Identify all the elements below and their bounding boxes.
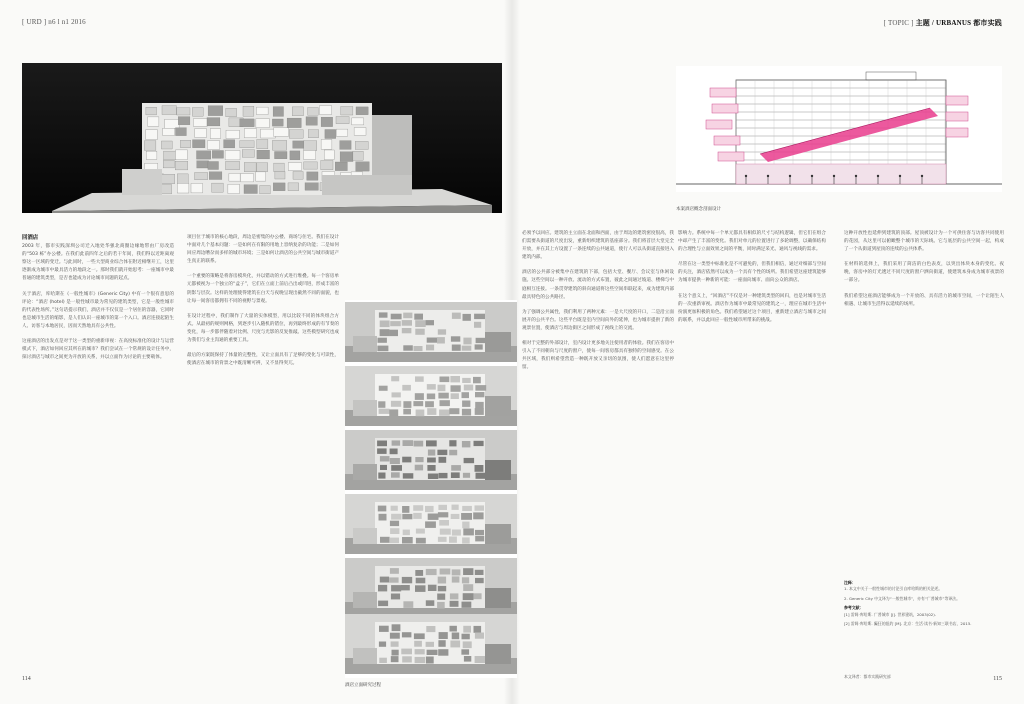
running-header-left: [ URD ] n6 l n1 2016 — [22, 18, 86, 26]
page-number-right: 115 — [993, 676, 1002, 682]
text-column-4 — [678, 230, 826, 670]
paragraph: 一个重要的策略是将客房模块化，并以错动的方式进行堆叠。每一个客房单元都被视为一个独立的“盒子”，它们在立面上前后凸出或凹进，形成丰富的阴影与层次。这样的处理使得建筑在白天与夜晚呈现出截然不同的面貌，也让每一间客房都拥有不同的视野与景观。 — [187, 274, 339, 304]
paragraph: 影响力。系统中每一个单元都具有相似的尺寸与结构逻辑，但它们在组合中却产生了丰富的变化。我们对单元的位置进行了多轮调整，以确保结构的合理性与立面效果之间的平衡，同时满足采光、通风与视线的需求。 — [678, 231, 826, 253]
references-heading: 参考文献： — [844, 605, 864, 611]
hero-model-photo — [22, 63, 502, 213]
text-column-5 — [844, 230, 1004, 570]
paragraph: 相对于完整的外部设计，室内设计更多地关注使用者的体验。我们在客房中引入了不同朝向与尺度的窗户，使每一间客房都具有独特的空间感受。在公共区域，我们则希望营造一种既开放又亲切的氛围，使人们愿意在这里停留。 — [522, 341, 674, 371]
header-topic-title: 主题 / URBANUS 都市实践 — [915, 19, 1002, 27]
reference-item: [2] 雷姆·库哈斯. 癫狂的纽约 [M]. 北京：生活·读书·新知三联书店，2015. — [844, 621, 972, 627]
page-number-left: 114 — [22, 676, 31, 682]
note-item: 1. 本文中关于一般性城市的讨论引自库哈斯的相关论述。 — [844, 586, 943, 592]
facade-study-strip — [345, 300, 517, 678]
strip-caption: 酒店立面研究过程 — [345, 683, 381, 688]
section-caption: 本案酒店概念剖面设计 — [676, 207, 721, 212]
translator-credit: 本文译者：都市实践研究部 — [844, 674, 891, 679]
paragraph: 2003 年，都市实践深圳公司迁入地处华强北商圈边缘地带由厂房改造的“503 栋”办公楼。在我们此前四年之后的若干年间，我们得以近距离观察这一区域的变迁。与此同时，一些大型商业综合体在附近相继开工，这里逐渐成为城市中最具活力的地段之一。那时我们就开始思考：一座城市中最普通的建筑类型，是否也能成为讨论城市问题的起点。 — [22, 244, 174, 282]
paragraph: 项目位于城市的核心地段，周边是密集的办公楼、商场与住宅。我们在设计中面对几个基本问题：一是如何在有限的用地上容纳复杂的功能；二是如何回应周边嘈杂而多样的城市环境；三是如何让酒店的公共空间与城市街道产生真正的联系。 — [187, 235, 339, 265]
facade-study-photo — [345, 302, 517, 362]
facade-study-photo — [345, 494, 517, 554]
paragraph: 尽管在这一类型中标准化是不可避免的，但我们相信，通过对细部与空间的关注，酒店依然可以成为一个具有个性的场所。我们希望这座建筑能够为城市提供一种新的可能：一座面向城市、面向公众的酒店。 — [678, 262, 826, 284]
paragraph: 在设计过程中，我们制作了大量的实体模型，用以比较不同的体块组合方式。从最初的规则网格，到逐步引入随机的错位，再到最终形成的有节奏的变化，每一步都伴随着对比例、尺度与光影的反复推敲。这些模型研究也成为我们与业主沟通的重要工具。 — [187, 313, 339, 344]
paragraph: 在材料的选择上，我们采用了简洁的白色表皮，以突出体块本身的变化。夜晚，客房中的灯光透过不同尺度的窗户洒向街道，使建筑本身成为城市夜景的一部分。 — [844, 262, 1004, 284]
facade-study-photo — [345, 430, 517, 490]
article-heading: 回酒店 — [22, 235, 39, 241]
paragraph: 为了强调公共属性，我们利用了两种元素：一是大尺度的开口，二是沿立面展开的公共平台。这些平台既是室内空间向外的延伸，也为城市提供了新的观景位置，使酒店与周边街区之间形成了视线上的交流。 — [522, 309, 674, 331]
model-photo-graphic — [22, 63, 502, 213]
facade-study-photo — [345, 558, 517, 618]
paragraph: 关于酒店，库哈斯在《一般性城市》(Generic City) 中有一个很有意思的评论：“酒店 (hotel) 是一般性城市最为常见的建筑类型，它是一般性城市的代表性场所。”这句话提示我们，酒店并不仅仅是一个居住的容器，它同时也是城市生活的缩影，是人们认识一座城市的第一个入口。酒店连接起陌生人、访客与本地居民，因而天然地具有公共性。 — [22, 291, 174, 329]
text-column-2 — [187, 234, 339, 664]
running-header-right — [884, 18, 1002, 28]
note-item: 2. Generic City 中文译为“一般性城市”，亦有“广普城市”等译法。 — [844, 595, 961, 601]
section-drawing — [676, 66, 1002, 192]
text-column-1 — [22, 234, 174, 664]
paragraph: 酒店的公共部分被集中在建筑的下部，包括大堂、餐厅、会议室与休闲设施。这些空间以一种开放、流动的方式布置，彼此之间通过坡道、楼梯与中庭相互连接。一条贯穿建筑的斜向通道将这些空间串联起来，成为建筑内部最具特色的公共路径。 — [522, 270, 674, 300]
section-drawing-graphic — [676, 66, 1002, 192]
paragraph: 这种开放性也延伸到建筑的顶部。屋顶被设计为一个可供住客与访客共同使用的花园，从这里可以俯瞰整个城市的天际线。它与底层的公共空间一起，构成了一个从街道到屋顶的连续的公共体系。 — [844, 231, 1004, 253]
footnotes — [844, 580, 1004, 630]
paragraph: 最后的方案既保持了体量的完整性，又让立面具有了足够的变化与可读性，使酒店在城市的背景之中既清晰可辨，又不显得突兀。 — [187, 353, 339, 367]
facade-study-photo — [345, 366, 517, 426]
notes-heading: 注释： — [844, 580, 856, 585]
header-topic: [ TOPIC ] — [883, 19, 916, 27]
facade-study-photo — [345, 614, 517, 674]
paragraph: 这座酒店的出发点是对于这一类型的重新审视：在高度标准化的设计与运营模式下，酒店如何回应其所在的城市？我们尝试在一个常规的设计任务中，探讨酒店与城市之间更为开放的关系，并以立面作为讨论的主要载体。 — [22, 339, 174, 361]
reference-item: [1] 雷姆·库哈斯. 广普城市 [J]. 世界建筑，2003(02). — [844, 611, 936, 617]
paragraph: 在这个意义上，“回酒店”不仅是对一种建筑类型的回归，也是对城市生活的一次重新审视。酒店作为城市中最常见的建筑之一，理应在城市生活中扮演更加积极的角色。我们希望通过这个项目，重新建立酒店与城市之间的联系，并以此回应一般性城市所带来的挑战。 — [678, 293, 826, 323]
paragraph: 必须予以回应。建筑的主立面在北面和西面，由于周边的建筑密度很高，我们需要从街道的尺度出发，重新组织建筑的基座部分。我们将首层大堂完全开放，并在其上方设置了一条连续的公共通道，使行人可以从街道直接进入建筑内部。 — [522, 231, 674, 261]
text-column-3 — [522, 230, 674, 675]
paragraph: 我们希望这座酒店能够成为一个开放的、具有活力的城市空间，一个让陌生人相遇、让城市生活得以延续的场所。 — [844, 293, 1004, 307]
